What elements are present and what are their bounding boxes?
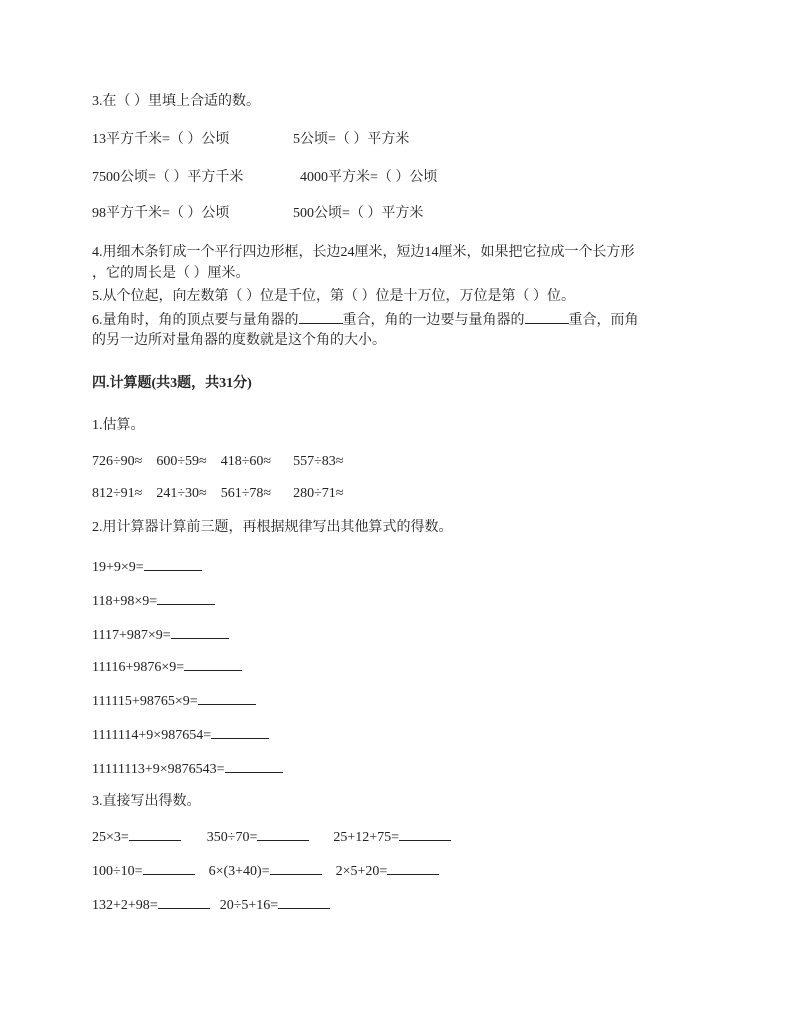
direct-answer-title: 3.直接写出得数。 bbox=[92, 794, 201, 809]
calc-item bbox=[92, 690, 256, 712]
answer-blank[interactable] bbox=[184, 656, 242, 671]
question-6-line2: 的另一边所对量角器的度数就是这个角的大小。 bbox=[92, 333, 386, 348]
answer-blank[interactable] bbox=[399, 826, 451, 841]
estimation-item: 280÷71≈ bbox=[293, 486, 344, 501]
calc-item bbox=[92, 590, 215, 612]
calc-expression: 1117+987×9= bbox=[92, 628, 171, 643]
answer-blank[interactable] bbox=[225, 758, 283, 773]
estimation-item: 600÷59≈ bbox=[156, 454, 207, 469]
question-5: 5.从个位起，向左数第（ ）位是千位，第（ ）位是十万位，万位是第（ ）位。 bbox=[92, 289, 575, 304]
answer-blank[interactable] bbox=[158, 894, 210, 909]
calc-expression: 11111113+9×9876543= bbox=[92, 762, 225, 777]
answer-blank[interactable] bbox=[198, 690, 256, 705]
answer-blank[interactable] bbox=[270, 860, 322, 875]
answer-blank[interactable] bbox=[157, 590, 215, 605]
calc-expression: 19+9×9= bbox=[92, 560, 144, 575]
direct-expression: 20÷5+16= bbox=[219, 898, 279, 913]
estimation-item: 726÷90≈ bbox=[92, 454, 143, 469]
q6-text-part1: 6.量角时，角的顶点要与量角器的 bbox=[92, 313, 299, 328]
answer-blank[interactable] bbox=[525, 309, 569, 324]
answer-blank[interactable] bbox=[171, 624, 229, 639]
q6-text-part3: 重合，而角 bbox=[568, 313, 639, 328]
calc-item bbox=[92, 624, 229, 646]
estimation-item: 557÷83≈ bbox=[293, 454, 344, 469]
direct-answer-row-2 bbox=[92, 860, 439, 882]
calc-item bbox=[92, 724, 269, 746]
section-4-heading: 四.计算题(共3题，共31分) bbox=[92, 376, 252, 391]
direct-expression: 25+12+75= bbox=[333, 830, 400, 845]
q6-text-part2: 重合，角的一边要与量角器的 bbox=[342, 313, 525, 328]
calc-expression: 118+98×9= bbox=[92, 594, 158, 609]
calc-item bbox=[92, 656, 242, 678]
direct-expression: 2×5+20= bbox=[335, 864, 388, 879]
q3-row2-right: 4000平方米=（ ）公顷 bbox=[300, 170, 438, 185]
answer-blank[interactable] bbox=[143, 860, 195, 875]
direct-expression: 100÷10= bbox=[92, 864, 143, 879]
calc-expression: 11116+9876×9= bbox=[92, 660, 185, 675]
direct-expression: 350÷70= bbox=[206, 830, 258, 845]
estimation-item: 241÷30≈ bbox=[156, 486, 207, 501]
estimation-row-1 bbox=[92, 452, 344, 472]
direct-answer-row-3 bbox=[92, 894, 330, 916]
direct-answer-row-1 bbox=[92, 826, 451, 848]
answer-blank[interactable] bbox=[129, 826, 181, 841]
calculator-question-title: 2.用计算器计算前三题，再根据规律写出其他算式的得数。 bbox=[92, 520, 453, 535]
question-4-line1: 4.用细木条钉成一个平行四边形框，长边24厘米，短边14厘米，如果把它拉成一个长方形 bbox=[92, 245, 635, 260]
estimation-item: 561÷78≈ bbox=[220, 486, 272, 501]
estimation-item: 812÷91≈ bbox=[92, 486, 143, 501]
q3-row1-right: 5公顷=（ ）平方米 bbox=[293, 132, 410, 147]
calc-expression: 1111114+9×987654= bbox=[92, 728, 212, 743]
answer-blank[interactable] bbox=[299, 309, 343, 324]
q3-row3-left: 98平方千米=（ ）公顷 bbox=[92, 206, 230, 221]
calc-item bbox=[92, 758, 283, 780]
estimation-title: 1.估算。 bbox=[92, 418, 145, 433]
direct-expression: 132+2+98= bbox=[92, 898, 158, 913]
answer-blank[interactable] bbox=[387, 860, 439, 875]
q3-row3-right: 500公顷=（ ）平方米 bbox=[293, 206, 424, 221]
q3-row1-left: 13平方千米=（ ）公顷 bbox=[92, 132, 230, 147]
answer-blank[interactable] bbox=[211, 724, 269, 739]
question-4-line2: ，它的周长是（ ）厘米。 bbox=[92, 266, 250, 281]
q3-row2-left: 7500公顷=（ ）平方千米 bbox=[92, 170, 244, 185]
answer-blank[interactable] bbox=[257, 826, 309, 841]
question-6-line1 bbox=[92, 309, 639, 331]
calc-expression: 111115+98765×9= bbox=[92, 694, 198, 709]
question-3-title: 3.在（ ）里填上合适的数。 bbox=[92, 94, 260, 109]
estimation-item: 418÷60≈ bbox=[220, 454, 272, 469]
direct-expression: 25×3= bbox=[92, 830, 129, 845]
answer-blank[interactable] bbox=[144, 556, 202, 571]
calc-item bbox=[92, 556, 202, 578]
estimation-row-2 bbox=[92, 484, 344, 504]
answer-blank[interactable] bbox=[278, 894, 330, 909]
direct-expression: 6×(3+40)= bbox=[208, 864, 270, 879]
